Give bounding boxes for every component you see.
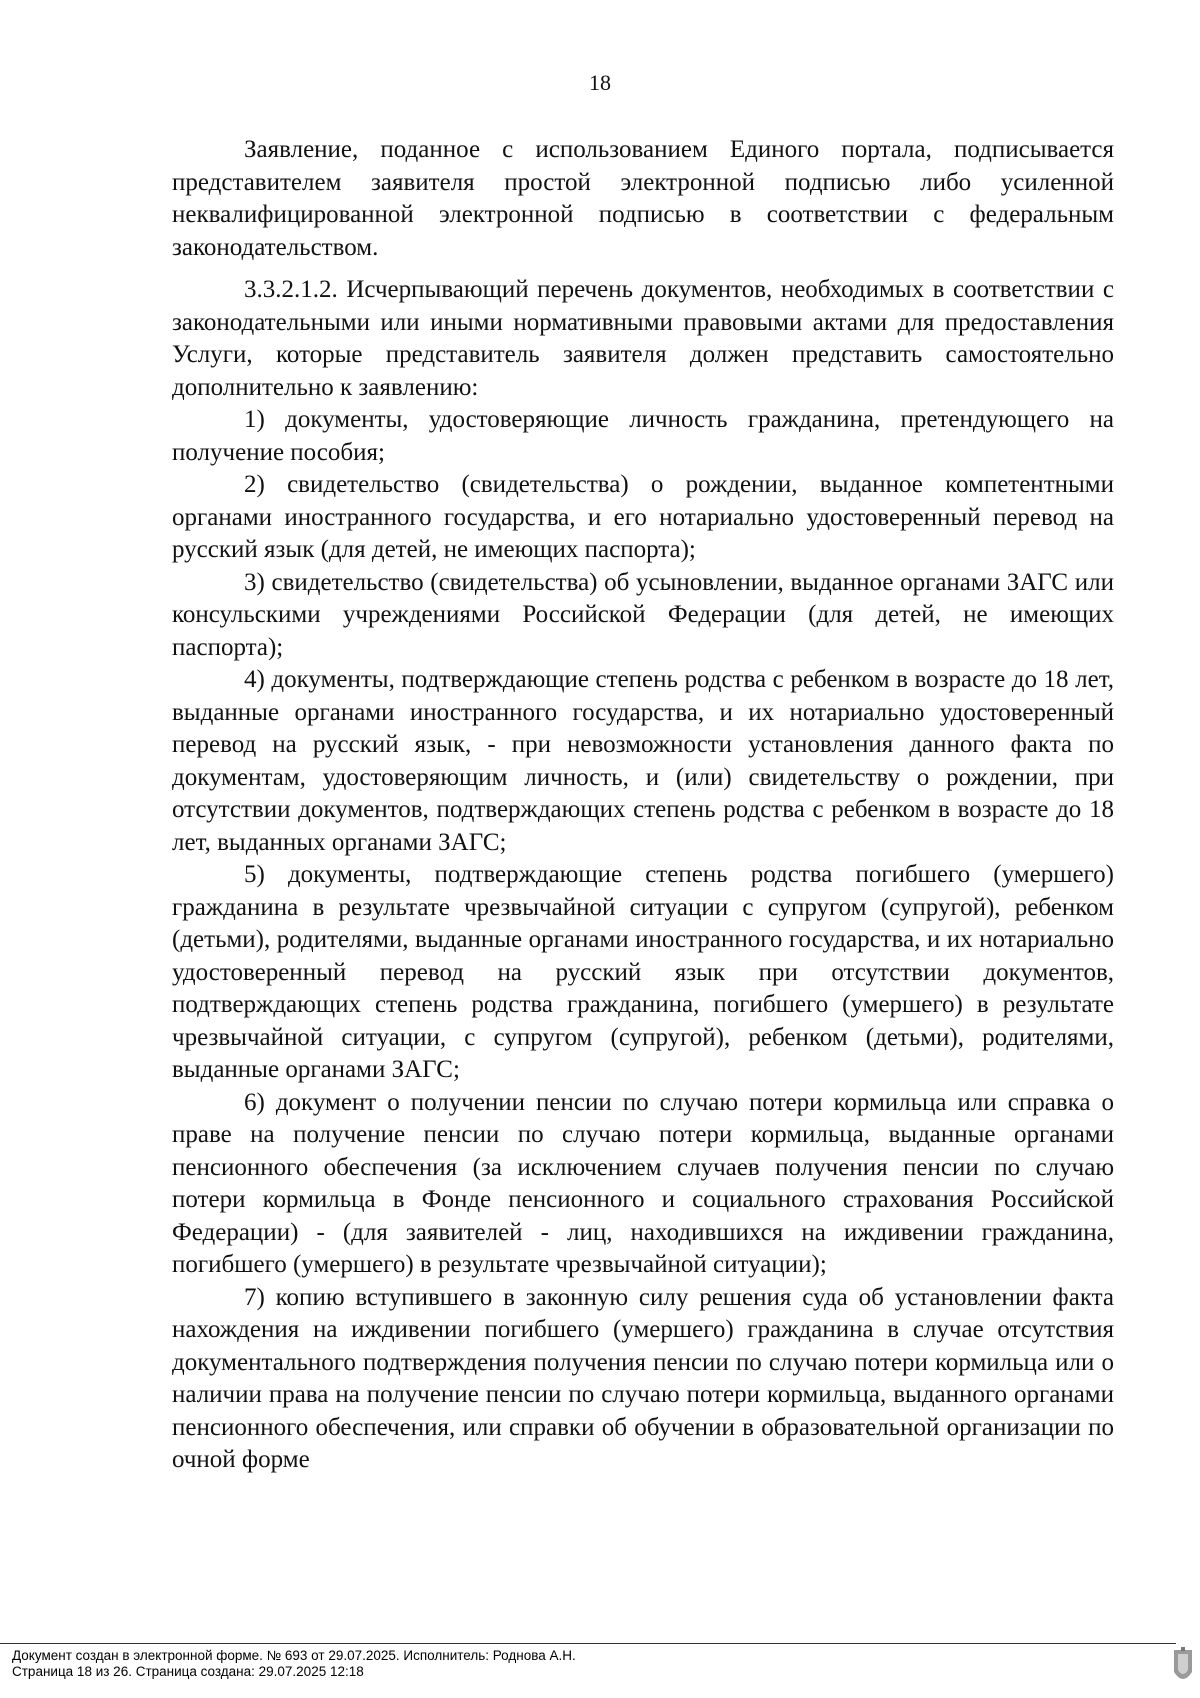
list-item-3: 3) свидетельство (свидетельства) об усыновлении, выданное органами ЗАГС или консульскими учреждениями Российской Федерации (для детей, не имеющих паспорта);: [172, 568, 1114, 661]
list-item-1: 1) документы, удостоверяющие личность гражданина, претендующего на получение пособия;: [172, 406, 1114, 466]
footer-line-2: Страница 18 из 26. Страница создана: 29.07.2025 12:18: [12, 1664, 364, 1679]
footer-line-1: Документ создан в электронной форме. № 693 от 29.07.2025. Исполнитель: Роднова А.Н.: [12, 1648, 576, 1663]
page-number: 18: [589, 70, 611, 95]
list-item-4: 4) документы, подтверждающие степень родства с ребенком в возрасте до 18 лет, выданные органами иностранного государства, и их нотариально удостоверенный перевод на русский язык, - при невозможности установления данного факта по документам, удостоверяющим личность, и (или) свидетельству о рождении, при отсутствии документов, подтверждающих степень родства с ребенком в возрасте до 18 лет, выданных органами ЗАГС;: [172, 666, 1114, 856]
list-item-5: 5) документы, подтверждающие степень родства погибшего (умершего) гражданина в результате чрезвычайной ситуации с супругом (супругой), ребенком (детьми), родителями, выданные органами иностранного государства, и их нотариально удостоверенный перевод на русский язык при отсутствии документов, подтверждающих степень родства гражданина, погибшего (умершего) в результате чрезвычайной ситуации, с супругом (супругой), ребенком (детьми), родителями, выданные органами ЗАГС;: [172, 861, 1114, 1083]
list-item-2: 2) свидетельство (свидетельства) о рождении, выданное компетентными органами иностранного государства, и его нотариально удостоверенный перевод на русский язык (для детей, не имеющих паспорта);: [172, 471, 1114, 563]
footer: [12, 1648, 1162, 1680]
list-item-6: 6) документ о получении пенсии по случаю потери кормильца или справка о праве на получение пенсии по случаю потери кормильца, выданные органами пенсионного обеспечения (за исключением случаев получения пенсии по случаю потери кормильца в Фонде пенсионного и социального страхования Российской Федерации) - (для заявителей - лиц, находившихся на иждивении гражданина, погибшего (умершего) в результате чрезвычайной ситуации);: [172, 1088, 1114, 1278]
paragraph-signature: Заявление, поданное с использованием Единого портала, подписывается представителем заявителя простой электронной подписью либо усиленной неквалифицированной электронной подписью в соответствии с федеральным законодательством.: [172, 136, 1114, 261]
coat-of-arms-icon: [1172, 1646, 1194, 1686]
footer-divider: [0, 1643, 1176, 1644]
paragraph-3-3-2-1-2: 3.3.2.1.2. Исчерпывающий перечень документов, необходимых в соответствии с законодательными или иными нормативными правовыми актами для предоставления Услуги, которые представитель заявителя должен представить самостоятельно дополнительно к заявлению:: [172, 276, 1114, 401]
document-body: [172, 134, 1114, 1477]
list-item-7: 7) копию вступившего в законную силу решения суда об установлении факта нахождения на иждивении погибшего (умершего) гражданина в случае отсутствия документального подтверждения получения пенсии по случаю потери кормильца или о наличии права на получение пенсии по случаю потери кормильца, выданного органами пенсионного обеспечения, или справки об обучении в образовательной организации по очной форме: [172, 1283, 1114, 1473]
